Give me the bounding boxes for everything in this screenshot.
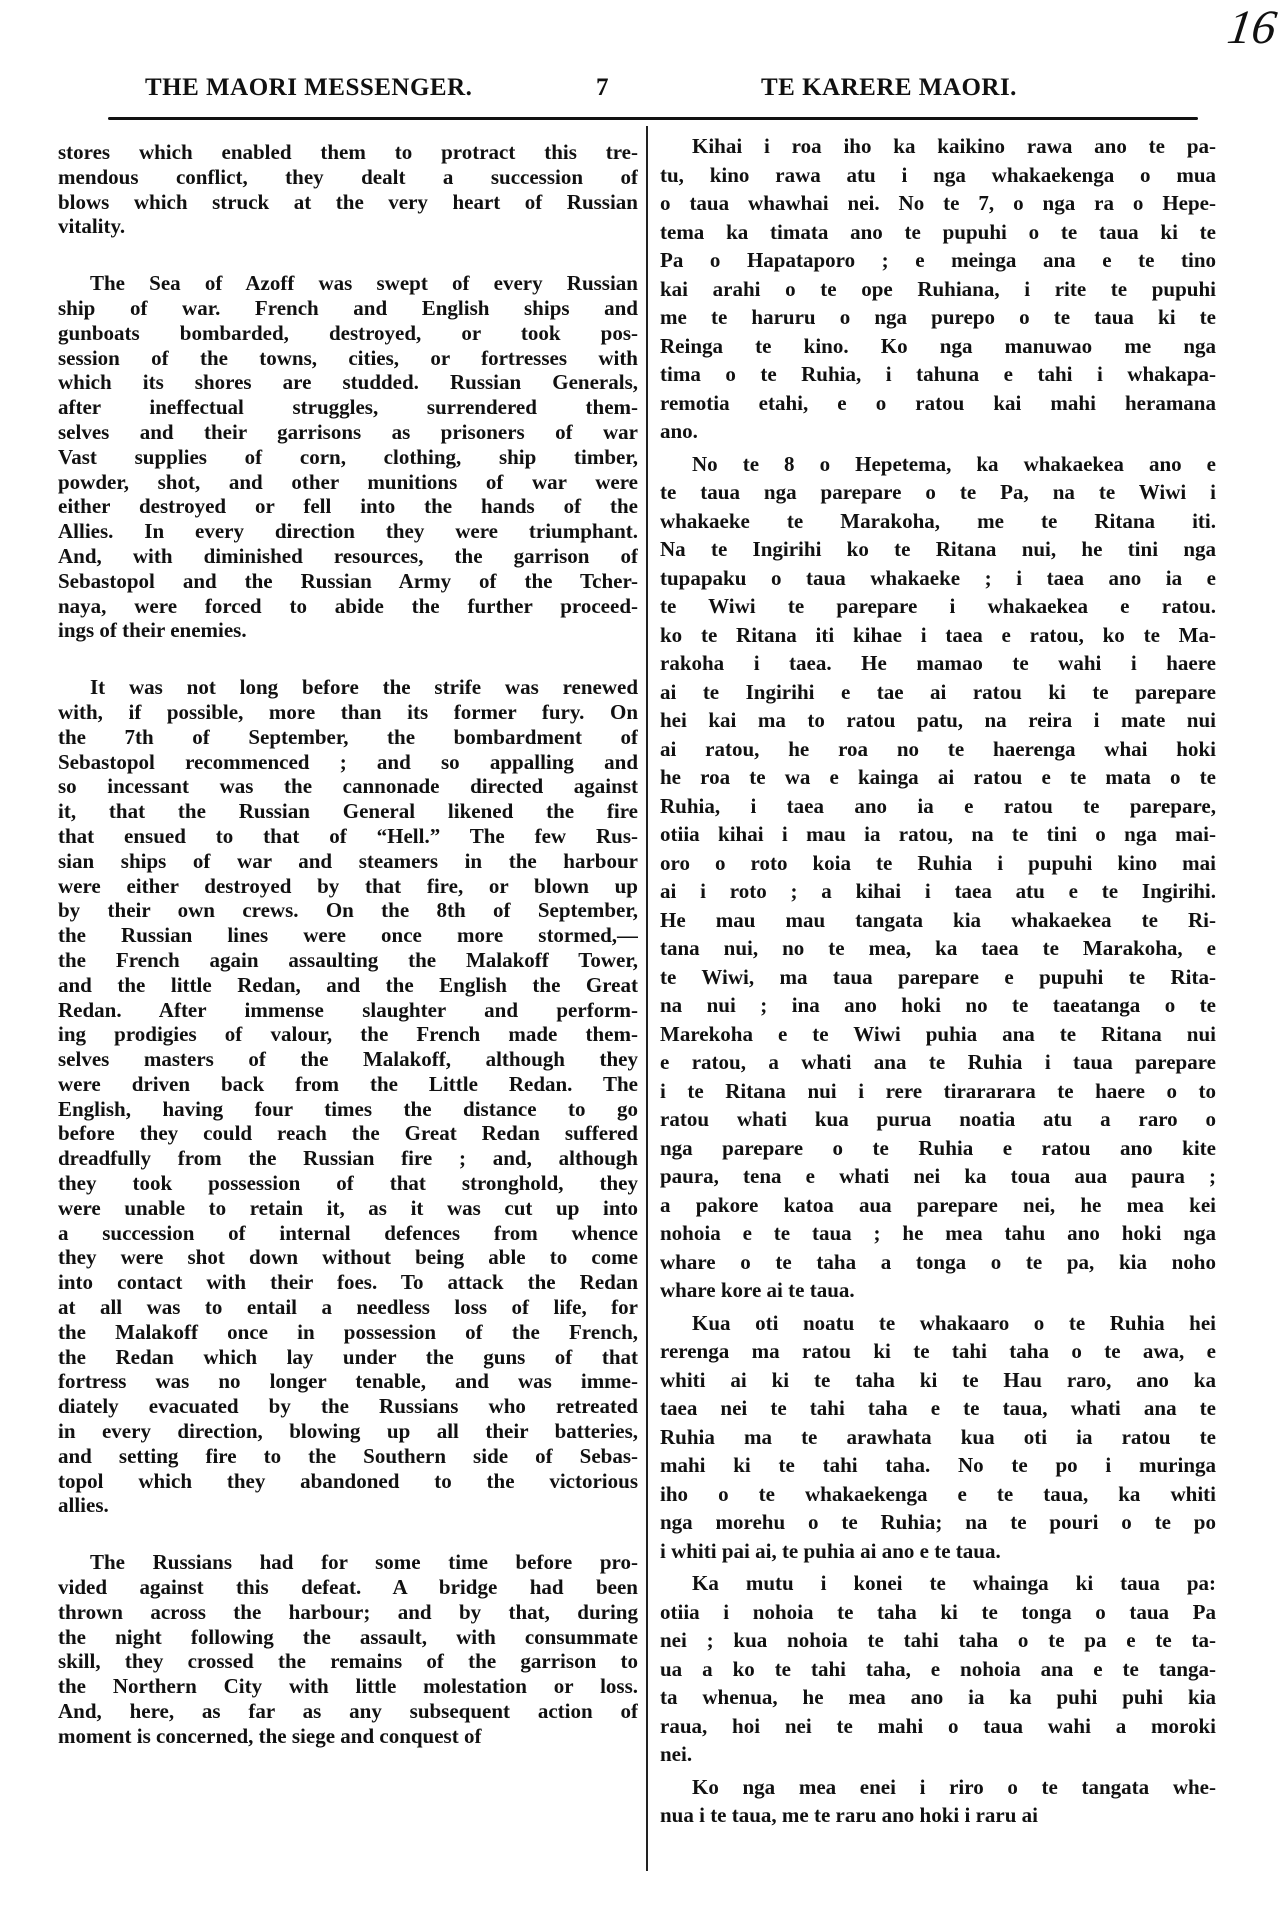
text-line: tema ka timata ano te pupuhi o te taua ki te <box>660 219 1216 244</box>
text-line: me te haruru o nga purepo o te taua ki te <box>660 305 1216 329</box>
text-line: were driven back from the Little Redan. The <box>58 1071 638 1096</box>
text-line: nei. <box>660 1742 693 1766</box>
text-line: Ruhia, i taea ano ia e ratou te parepare, <box>660 793 1216 818</box>
text-line: they were shot down without being able to come <box>58 1245 638 1270</box>
paragraph <box>660 132 1216 446</box>
text-line: ship of war. French and English ships and <box>58 295 638 320</box>
text-line: ua a ko te tahi taha, e nohoia ana e te tanga- <box>660 1656 1216 1681</box>
masthead-english-title: THE MAORI MESSENGER. <box>145 74 473 101</box>
text-line: moment is concerned, the siege and conquest of <box>58 1723 482 1748</box>
text-line: it, that the Russian General likened the fire <box>58 799 638 824</box>
text-line: e ratou, a whati ana te Ruhia i taua parepare <box>660 1050 1216 1074</box>
text-line: ta whenua, he mea ano ia ka puhi puhi kia <box>660 1685 1216 1709</box>
text-line: naya, were forced to abide the further proceed- <box>58 593 638 618</box>
text-line: Kua oti noatu te whakaaro o te Ruhia hei <box>692 1310 1216 1335</box>
text-line: powder, shot, and other munitions of war were <box>58 469 638 494</box>
text-line: a pakore katoa aua parepare nei, he mea kei <box>660 1192 1216 1217</box>
text-line: a succession of internal defences from whence <box>58 1220 638 1245</box>
text-line: iho o te whakaekenga e te taua, ka whiti <box>660 1481 1216 1506</box>
text-line: vitality. <box>58 214 126 239</box>
column-divider <box>646 126 648 1871</box>
text-line: i whiti pai ai, te puhia ai ano e te taua. <box>660 1538 1001 1563</box>
text-line: Vast supplies of corn, clothing, ship timber, <box>58 444 638 469</box>
text-line: and setting fire to the Southern side of Sebas- <box>58 1443 638 1468</box>
text-line: they took possession of that stronghold, they <box>58 1171 638 1196</box>
text-line: i te Ritana nui i rere tirararara te haere o to <box>660 1078 1216 1103</box>
text-line: were unable to retain it, as it was cut up into <box>58 1195 638 1220</box>
text-line: te Wiwi, ma taua parepare e pupuhi te Rita- <box>660 964 1216 989</box>
text-line: whare o te taha a tonga o te pa, kia noho <box>660 1249 1216 1274</box>
text-line: Ruhia ma te arawhata kua oti ia ratou te <box>660 1424 1216 1449</box>
text-line: the Russian lines were once more stormed,— <box>58 923 638 948</box>
text-line: whiti ai ki te taha ki te Hau raro, ano ka <box>660 1367 1216 1392</box>
text-line: selves and their garrisons as prisoners of war <box>58 419 638 444</box>
text-line: session of the towns, cities, or fortresses with <box>58 345 638 370</box>
text-line: He mau mau tangata kia whakaekea te Ri- <box>660 907 1216 932</box>
text-line: allies. <box>58 1493 109 1518</box>
masthead-maori-title: TE KARERE MAORI. <box>761 74 1017 101</box>
text-line: The Sea of Azoff was swept of every Russian <box>90 271 638 296</box>
text-line: It was not long before the strife was renewed <box>90 675 638 700</box>
text-line: skill, they crossed the remains of the garrison to <box>58 1649 638 1674</box>
text-line: the French again assaulting the Malakoff Tower, <box>58 947 638 972</box>
header-rule <box>108 117 1198 120</box>
maori-column <box>660 132 1216 1834</box>
paragraph <box>58 140 638 239</box>
text-line: nga parepare o te Ruhia e ratou ano kite <box>660 1135 1216 1160</box>
text-line: which its shores are studded. Russian Generals, <box>58 370 638 395</box>
text-line: nohoia e te taua ; he mea tahu ano hoki nga <box>660 1221 1216 1245</box>
text-line: mahi ki te tahi taha. No te po i muringa <box>660 1453 1216 1477</box>
text-line: oro o roto koia te Ruhia i pupuhi kino mai <box>660 850 1216 875</box>
text-line: so incessant was the cannonade directed against <box>58 774 638 799</box>
text-line: the Malakoff once in possession of the French, <box>58 1319 638 1344</box>
text-line: ano. <box>660 419 698 443</box>
paragraph <box>660 1569 1216 1769</box>
text-line: And, here, as far as any subsequent action of <box>58 1699 638 1724</box>
paragraph <box>660 1309 1216 1566</box>
text-line: otiia kihai i mau ia ratou, na te tini o nga mai- <box>660 822 1216 846</box>
text-line: that ensued to that of “Hell.” The few Rus- <box>58 823 638 848</box>
text-line: Sebastopol and the Russian Army of the Tcher- <box>58 568 638 593</box>
text-line: sian ships of war and steamers in the harbour <box>58 848 638 873</box>
text-line: ai te Ingirihi e tae ai ratou ki te parepare <box>660 679 1216 704</box>
text-line: vided against this defeat. A bridge had been <box>58 1575 638 1600</box>
page-number: 7 <box>596 74 609 101</box>
text-line: tima o te Ruhia, i tahuna e tahi i whakapa- <box>660 362 1216 386</box>
text-line: te Wiwi te parepare i whakaekea e ratou. <box>660 594 1216 618</box>
text-line: Kihai i roa iho ka kaikino rawa ano te pa- <box>692 134 1216 158</box>
text-line: in every direction, blowing up all their batteries, <box>58 1419 638 1444</box>
text-line: ai i roto ; a kihai i taea atu e te Ingirihi. <box>660 879 1216 903</box>
text-line: into contact with their foes. To attack the Redan <box>58 1270 638 1295</box>
text-line: the Redan which lay under the guns of that <box>58 1344 638 1369</box>
text-line: The Russians had for some time before pro- <box>90 1550 638 1575</box>
text-line: ratou whati kua purua noatia atu a raro o <box>660 1107 1216 1131</box>
text-line: ing prodigies of valour, the French made them- <box>58 1022 638 1047</box>
text-line: either destroyed or fell into the hands of the <box>58 494 638 519</box>
text-line: remotia etahi, e o ratou kai mahi heramana <box>660 390 1216 415</box>
text-line: topol which they abandoned to the victorious <box>58 1468 638 1493</box>
text-line: nga morehu o te Ruhia; na te pouri o te po <box>660 1510 1216 1534</box>
text-line: ai ratou, he roa no te haerenga whai hoki <box>660 736 1216 761</box>
text-line: Ka mutu i konei te whainga ki taua pa: <box>692 1571 1216 1595</box>
english-column <box>58 140 638 1781</box>
text-line: fortress was no longer tenable, and was imme- <box>58 1369 638 1394</box>
text-line: Allies. In every direction they were triumphant. <box>58 519 638 544</box>
text-line: stores which enabled them to protract this tre- <box>58 140 638 164</box>
text-line: thrown across the harbour; and by that, during <box>58 1599 638 1624</box>
text-line: taea nei te tahi taha e te taua, whati ana te <box>660 1396 1216 1420</box>
text-line: tana nui, no te mea, ka taea te Marakoha, e <box>660 936 1216 960</box>
paragraph <box>660 1773 1216 1830</box>
text-line: the Northern City with little molestation or loss. <box>58 1674 638 1699</box>
text-line: tu, kino rawa atu i nga whakaekenga o mua <box>660 162 1216 187</box>
text-line: te taua nga parepare o te Pa, na te Wiwi i <box>660 480 1216 504</box>
text-line: at all was to entail a needless loss of life, for <box>58 1295 638 1320</box>
paragraph <box>58 271 638 643</box>
text-line: tupapaku o taua whakaeke ; i taea ano ia e <box>660 565 1216 590</box>
text-line: otiia i nohoia te taha ki te tonga o taua Pa <box>660 1599 1216 1624</box>
text-line: Reinga te kino. Ko nga manuwao me nga <box>660 333 1216 358</box>
text-line: gunboats bombarded, destroyed, or took pos- <box>58 320 638 345</box>
text-line: Ko nga mea enei i riro o te tangata whe- <box>692 1774 1216 1799</box>
text-line: paura, tena e whati nei ka toua aua paura ; <box>660 1164 1216 1188</box>
text-line: Na te Ingirihi ko te Ritana nui, he tini nga <box>660 537 1216 561</box>
text-line: kai arahi o te ope Ruhiana, i rite te pupuhi <box>660 276 1216 301</box>
text-line: diately evacuated by the Russians who retreated <box>58 1394 638 1419</box>
text-line: he roa te wa e kainga ai ratou e te mata o te <box>660 765 1216 789</box>
text-line: Pa o Hapataporo ; e meinga ana e te tino <box>660 248 1216 272</box>
handwritten-page-mark: 16 <box>1224 1 1280 54</box>
text-line: whakaeke te Marakoha, me te Ritana iti. <box>660 508 1216 533</box>
paragraph <box>660 450 1216 1305</box>
text-line: whare kore ai te taua. <box>660 1278 855 1302</box>
text-line: rerenga ma ratou ki te tahi taha o te awa, e <box>660 1339 1216 1363</box>
text-line: Sebastopol recommenced ; and so appalling and <box>58 749 638 774</box>
text-line: dreadfully from the Russian fire ; and, although <box>58 1146 638 1171</box>
text-line: selves masters of the Malakoff, although they <box>58 1047 638 1072</box>
text-line: and the little Redan, and the English the Great <box>58 972 638 997</box>
text-line: rakoha i taea. He mamao te wahi i haere <box>660 651 1216 675</box>
text-line: Redan. After immense slaughter and perform- <box>58 997 638 1022</box>
text-line: o taua whawhai nei. No te 7, o nga ra o Hepe- <box>660 191 1216 215</box>
text-line: hei kai ma to ratou patu, na reira i mate nui <box>660 708 1216 732</box>
text-line: na nui ; ina ano hoki no te taeatanga o te <box>660 993 1216 1017</box>
text-line: before they could reach the Great Redan suffered <box>58 1121 638 1146</box>
text-line: the 7th of September, the bombardment of <box>58 724 638 749</box>
paragraph <box>58 675 638 1518</box>
text-line: were either destroyed by that fire, or blown up <box>58 873 638 898</box>
text-line: Marekoha e te Wiwi puhia ana te Ritana nui <box>660 1021 1216 1046</box>
text-line: blows which struck at the very heart of Russian <box>58 189 638 214</box>
text-line: And, with diminished resources, the garrison of <box>58 543 638 568</box>
text-line: by their own crews. On the 8th of September, <box>58 898 638 923</box>
text-line: with, if possible, more than its former fury. On <box>58 699 638 724</box>
text-line: after ineffectual struggles, surrendered them- <box>58 395 638 420</box>
text-line: ko te Ritana iti kihae i taea e ratou, ko te Ma- <box>660 622 1216 647</box>
text-line: nei ; kua nohoia te tahi taha o te pa e te ta- <box>660 1628 1216 1652</box>
text-line: No te 8 o Hepetema, ka whakaekea ano e <box>692 451 1216 476</box>
text-line: ings of their enemies. <box>58 618 247 643</box>
paragraph <box>58 1550 638 1748</box>
text-line: the night following the assault, with consummate <box>58 1624 638 1649</box>
text-line: mendous conflict, they dealt a succession of <box>58 164 638 189</box>
text-line: nua i te taua, me te raru ano hoki i raru ai <box>660 1803 1038 1827</box>
text-line: raua, hoi nei te mahi o taua wahi a moroki <box>660 1713 1216 1738</box>
text-line: English, having four times the distance to go <box>58 1096 638 1121</box>
